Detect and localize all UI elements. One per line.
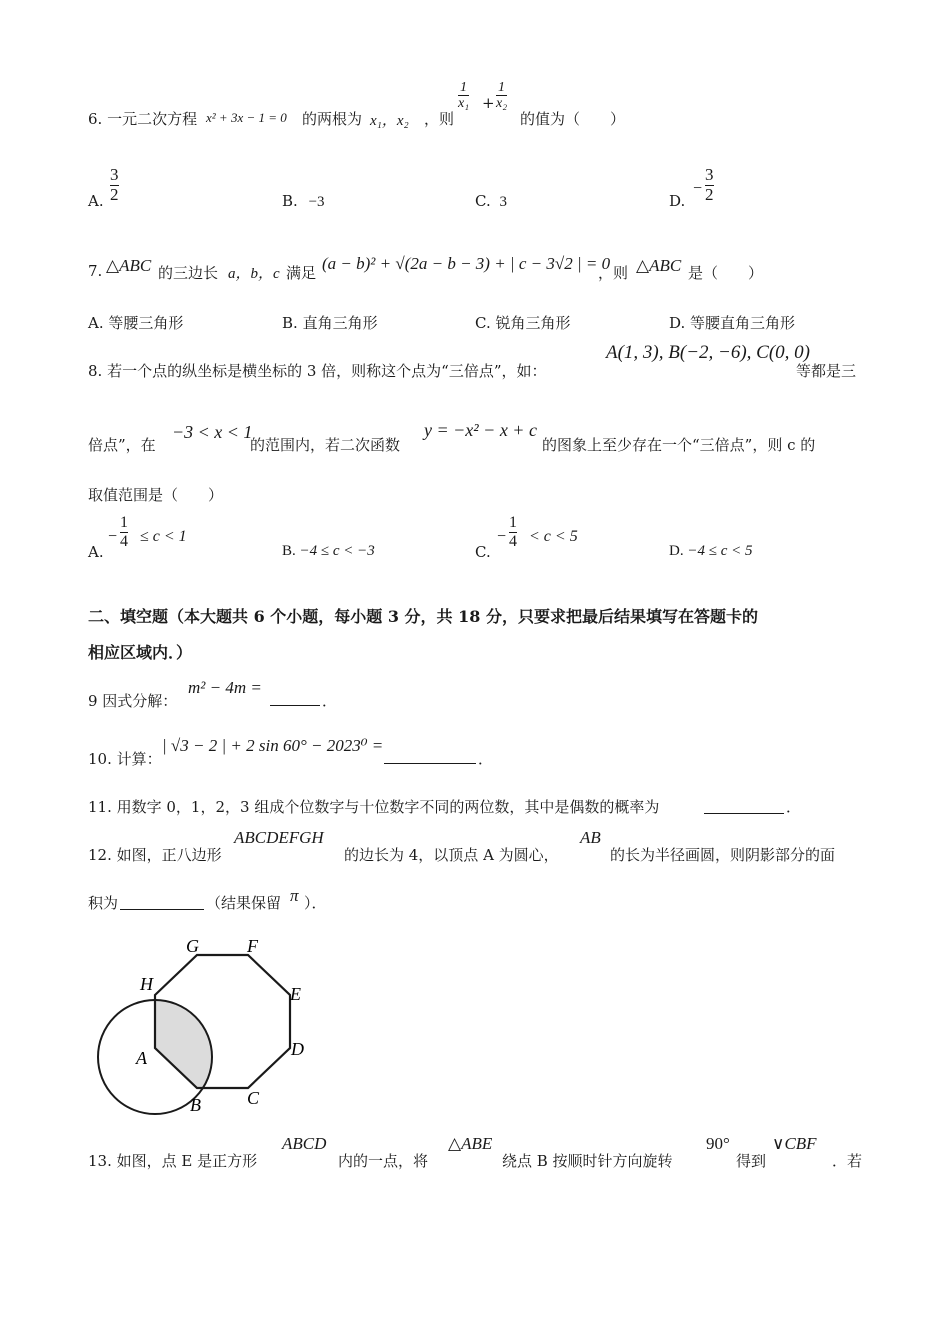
q8-line2-prefix: 倍点”，在 xyxy=(88,436,156,454)
q8-option-a-frac: $\frac{1}{4}$ xyxy=(120,514,128,550)
q8-option-b[interactable] xyxy=(282,543,375,560)
option-label: D. xyxy=(669,314,686,332)
q12-name: ABCDEFGH xyxy=(234,828,324,847)
q13-prefix: 13. 如图，点 E 是正方形 xyxy=(88,1152,258,1170)
option-text: 等腰直角三角形 xyxy=(690,314,796,332)
q13-angle: 90° xyxy=(706,1134,730,1153)
q8-option-c[interactable] xyxy=(475,514,645,564)
q12-seg: AB xyxy=(580,828,601,847)
option-label: B. xyxy=(282,543,296,559)
q13-tri2: ∨CBF xyxy=(772,1134,817,1153)
q13-square: ABCD xyxy=(282,1134,327,1153)
option-text: 3 xyxy=(499,194,507,210)
option-text: −4 ≤ c < −3 xyxy=(299,543,375,559)
q12-prefix: 12. 如图，正八边形 xyxy=(88,846,222,864)
q8-option-c-frac: $\frac{1}{4}$ xyxy=(509,514,517,550)
option-label: C. xyxy=(475,543,491,561)
q12-line2-suffix: （结果保留 xyxy=(206,894,282,912)
q7-option-c[interactable] xyxy=(475,312,571,333)
q6-middle: 的两根为 xyxy=(302,110,363,128)
q7-then: ，则 xyxy=(598,264,629,282)
option-label: A. xyxy=(88,314,104,332)
option-label: B. xyxy=(282,192,298,210)
q6-roots: x₁，x₂ xyxy=(370,113,409,129)
q8-line1-prefix: 8. 若一个点的纵坐标是横坐标的 3 倍，则称这个点为“三倍点”，如： xyxy=(88,362,547,380)
q9-prefix: 9 因式分解： xyxy=(88,692,178,710)
q9-answer-blank[interactable] xyxy=(270,686,320,706)
q11-suffix: ． xyxy=(786,798,802,816)
option-label: A. xyxy=(88,192,104,210)
q13-mid2: 绕点 B 按顺时针方向旋转 xyxy=(502,1152,673,1170)
q9-expr: m² − 4m = xyxy=(188,678,262,697)
q6-equation: x² + 3x − 1 = 0 xyxy=(206,110,287,125)
q10-prefix: 10. 计算： xyxy=(88,750,162,768)
option-rest: ≤ c < 1 xyxy=(140,528,187,545)
q11-answer-blank[interactable] xyxy=(704,796,784,814)
q7-line xyxy=(88,252,878,282)
q12-mid1: 的边长为 4，以顶点 A 为圆心， xyxy=(344,846,559,864)
q11-line xyxy=(88,796,888,820)
label-b: B xyxy=(190,1095,201,1115)
q7-option-a[interactable] xyxy=(88,312,183,333)
q8-option-a[interactable] xyxy=(88,514,258,564)
q8-line2-mid: 的范围内，若二次函数 xyxy=(250,436,401,454)
q7-option-b[interactable] xyxy=(282,312,378,333)
q13-mid3: 得到 xyxy=(736,1152,767,1170)
q7-triangle: △ABC xyxy=(106,256,152,275)
q12-pi: π xyxy=(290,886,299,905)
label-f: F xyxy=(247,936,258,956)
q10-expr: | √3 − 2 | + 2 sin 60° − 2023⁰ = xyxy=(162,736,384,755)
label-d: D xyxy=(291,1039,304,1059)
option-label: D. xyxy=(669,543,684,559)
q7-mid2: 满足 xyxy=(286,264,317,282)
q8-line2-suffix: 的图象上至少存在一个“三倍点”，则 c 的 xyxy=(542,436,816,454)
q6-option-a-frac: $\frac{3}{2}$ xyxy=(110,165,119,204)
option-label: B. xyxy=(282,314,298,332)
q6-option-c[interactable] xyxy=(475,192,507,211)
option-text: 锐角三角形 xyxy=(495,314,571,332)
q13-suffix: ．若 xyxy=(832,1152,863,1170)
option-sign: − xyxy=(497,528,507,545)
q6-frac-1: $\frac{1}{\text{x₁}}$ xyxy=(458,80,470,112)
q8-line3: 取值范围是（ ） xyxy=(88,486,224,504)
option-label: A. xyxy=(88,543,104,561)
q6-plus: + xyxy=(482,94,495,112)
q7-vars: a，b，c xyxy=(228,266,280,282)
q6-option-b[interactable] xyxy=(282,192,325,211)
q12-line2-prefix: 积为 xyxy=(88,894,119,912)
q11-text: 11. 用数字 0，1，2，3 组成个位数字与十位数字不同的两位数，其中是偶数的概率为 xyxy=(88,798,660,816)
q8-line1-suffix: 等都是三 xyxy=(796,362,857,380)
q12-line1 xyxy=(88,828,878,868)
q12-line2 xyxy=(88,886,488,916)
q6-suffix: 的值为（ ） xyxy=(520,110,626,128)
q10-answer-blank[interactable] xyxy=(384,744,476,764)
q10-line xyxy=(88,734,588,774)
option-text: 等腰三角形 xyxy=(108,314,184,332)
section2-heading-line1: 二、填空题（本大题共 6 个小题，每小题 3 分，共 18 分，只要求把最后结果填写在答题卡的 xyxy=(88,607,758,626)
q13-line xyxy=(88,1132,878,1172)
label-c: C xyxy=(247,1088,260,1108)
q6-then: ，则 xyxy=(424,110,455,128)
section2-heading-line2: 相应区域内．） xyxy=(88,643,193,662)
q7-mid1: 的三边长 xyxy=(158,264,219,282)
option-sign: − xyxy=(693,180,703,197)
q12-mid2: 的长为半径画圆，则阴影部分的面 xyxy=(610,846,836,864)
q8-option-d[interactable] xyxy=(669,543,752,560)
q6-frac-2: $\frac{1}{\text{x₂}}$ xyxy=(496,80,508,112)
option-text: −3 xyxy=(308,194,325,210)
q6-option-d-frac: $\frac{3}{2}$ xyxy=(705,165,714,204)
q12-line2-end: ）． xyxy=(304,894,327,912)
option-text: 直角三角形 xyxy=(302,314,378,332)
octagon-figure xyxy=(90,930,330,1120)
q8-points: A(1, 3), B(−2, −6), C(0, 0) xyxy=(606,342,810,363)
q7-triangle2: △ABC xyxy=(636,256,682,275)
q7-option-d[interactable] xyxy=(669,312,795,333)
q10-suffix: ． xyxy=(478,750,494,768)
q9-suffix: ． xyxy=(322,692,338,710)
q8-line2 xyxy=(88,420,868,456)
option-label: C. xyxy=(475,192,491,210)
q8-line1 xyxy=(88,342,868,382)
option-text: −4 ≤ c < 5 xyxy=(687,543,753,559)
label-e: E xyxy=(290,984,301,1004)
option-sign: − xyxy=(108,528,118,545)
option-rest: < c < 5 xyxy=(529,528,578,545)
q6-prefix: 6. 一元二次方程 xyxy=(88,110,198,128)
q13-tri: △ABE xyxy=(448,1134,493,1153)
option-label: C. xyxy=(475,314,491,332)
label-g: G xyxy=(186,936,199,956)
q7-suffix: 是（ ） xyxy=(688,264,764,282)
q12-answer-blank[interactable] xyxy=(120,892,204,910)
label-h: H xyxy=(140,974,153,994)
q8-func: y = −x² − x + c xyxy=(424,420,537,440)
label-a: A xyxy=(136,1048,147,1068)
q7-prefix: 7. xyxy=(88,262,103,280)
q8-range: −3 < x < 1 xyxy=(172,422,253,442)
option-label: D. xyxy=(669,192,686,210)
q9-line xyxy=(88,676,488,716)
q13-mid1: 内的一点，将 xyxy=(338,1152,429,1170)
q7-condition: (a − b)² + √(2a − b − 3) + | c − 3√2 | = 0 xyxy=(322,254,611,273)
